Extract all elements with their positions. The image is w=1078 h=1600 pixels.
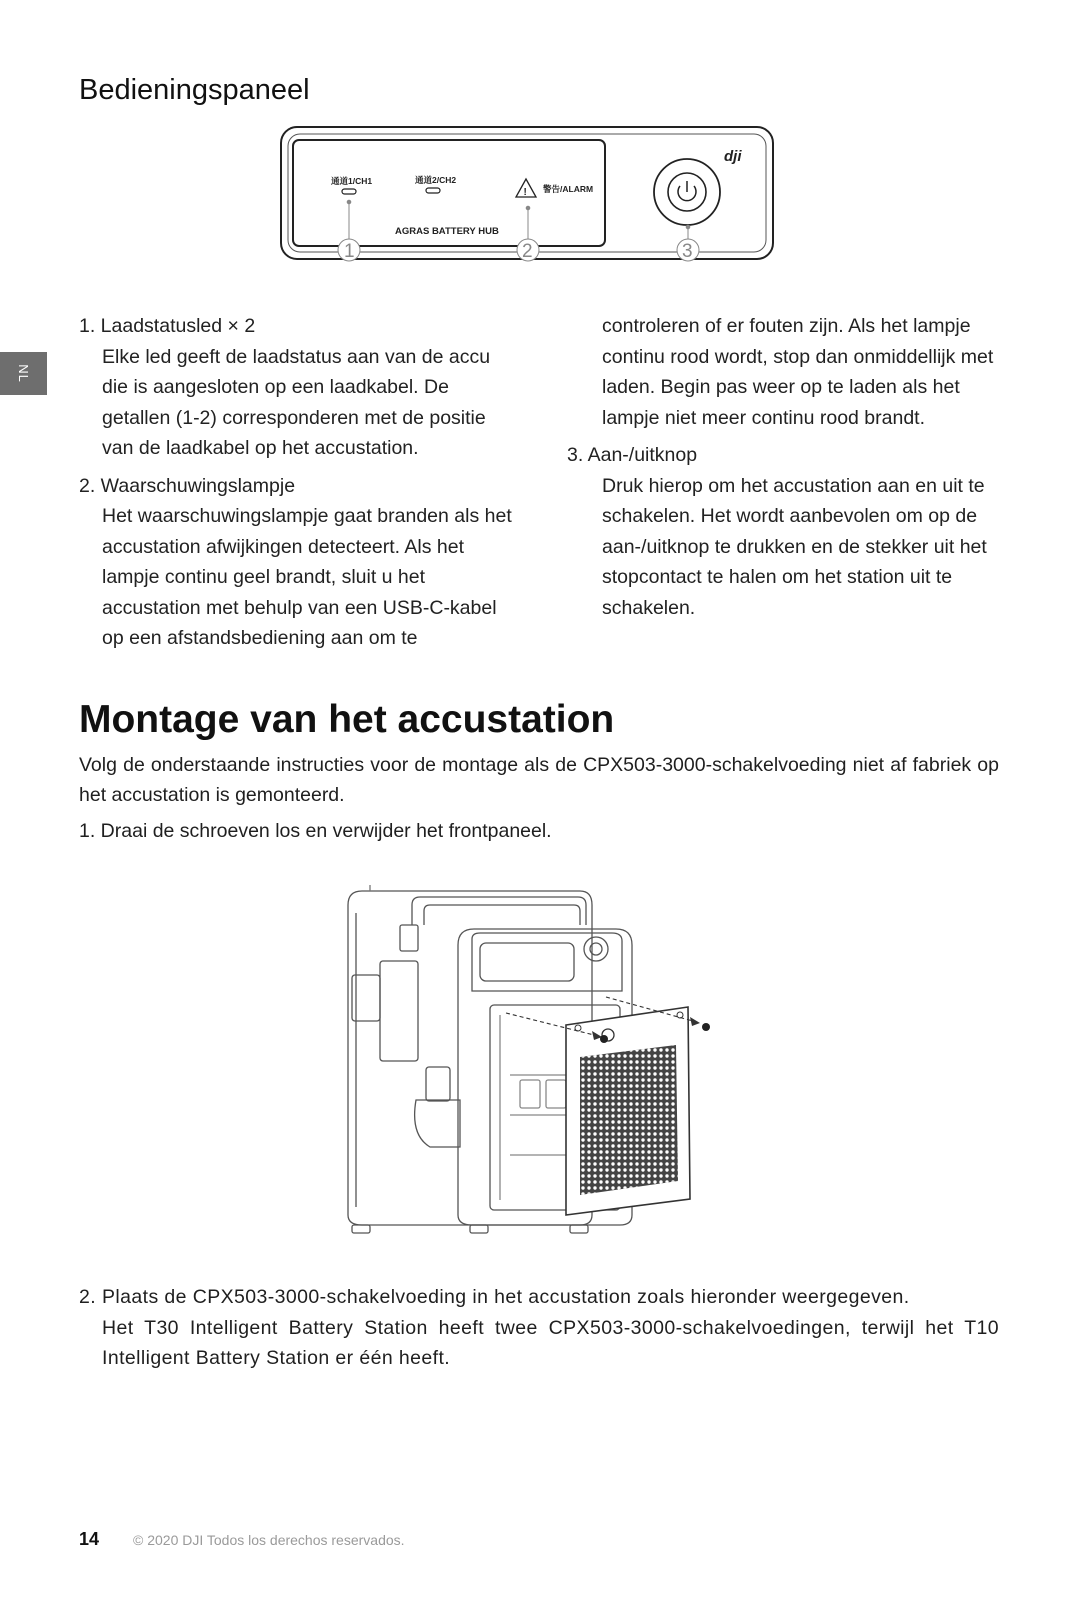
svg-text:1: 1 (344, 241, 355, 262)
language-tab (0, 352, 47, 395)
item-body: Druk hierop om het accustation aan en uit te schakelen. Het wordt aanbevolen om op de aan-/uitknop te drukken en de stekker uit het stopcontact te halen om het station uit te schakelen. (602, 474, 987, 619)
svg-text:!: ! (523, 187, 527, 198)
left-column (79, 311, 519, 661)
svg-text:2: 2 (522, 241, 533, 262)
right-column (567, 311, 1019, 630)
item-title: 1. Laadstatusled × 2 (79, 315, 256, 337)
item-title: 2. Waarschuwingslampje (79, 474, 296, 497)
battery-station-illustration (340, 885, 730, 1243)
list-item (567, 440, 1019, 623)
copyright-text: © 2020 DJI Todos los derechos reservados. (133, 1532, 405, 1548)
ch1-label: 通道1/CH1 (331, 176, 373, 186)
list-item (79, 311, 519, 464)
front-panel-grille (566, 1007, 690, 1215)
section-heading-control-panel: Bedieningspaneel (79, 74, 310, 106)
control-panel-diagram (279, 124, 776, 269)
list-item (79, 471, 519, 654)
item-body: Elke led geeft de laadstatus aan van de accu die is aangesloten op een laadkabel. De getallen (1-2) corresponderen met de positie van de laadkabel op het accustation. (102, 345, 491, 459)
hub-name: AGRAS BATTERY HUB (395, 226, 499, 237)
item-body: Het waarschuwingslampje gaat branden als het accustation afwijkingen detecteert. Als het lampje continu geel brandt, sluit u het accustation met behulp van een USB-C-kabel op een afstandsbediening aan om te (102, 505, 512, 649)
item-2-continued: controleren of er fouten zijn. Als het lampje continu rood wordt, stop dan onmiddellijk met laden. Begin pas weer op te laden als het lampje niet meer continu rood brandt. (602, 315, 994, 429)
alarm-label: 警告/ALARM (543, 184, 594, 194)
step-2-rest: Het T30 Intelligent Battery Station heeft twee CPX503-3000-schakelvoedingen, terwijl het T10 Intelligent Battery Station er één heeft. (102, 1316, 999, 1369)
step-2-first-line: Plaats de CPX503-3000-schakelvoeding in het accustation zoals hieronder weergegeven. (102, 1286, 910, 1308)
page-number: 14 (79, 1529, 100, 1549)
section-heading-mounting: Montage van het accustation (79, 698, 615, 741)
step-2-number: 2. (79, 1286, 97, 1308)
language-tab-label: NL (16, 364, 31, 383)
dji-logo: dji (724, 148, 742, 165)
mounting-step-1: 1. Draai de schroeven los en verwijder het frontpaneel. (79, 820, 552, 842)
svg-text:3: 3 (682, 241, 693, 262)
mounting-step-2 (79, 1282, 999, 1374)
mounting-intro: Volg de onderstaande instructies voor de montage als de CPX503-3000-schakelvoeding niet af fabriek op het accustation is gemonteerd. (79, 754, 999, 806)
ch2-label: 通道2/CH2 (415, 175, 457, 185)
item-title: 3. Aan-/uitknop (567, 444, 698, 466)
